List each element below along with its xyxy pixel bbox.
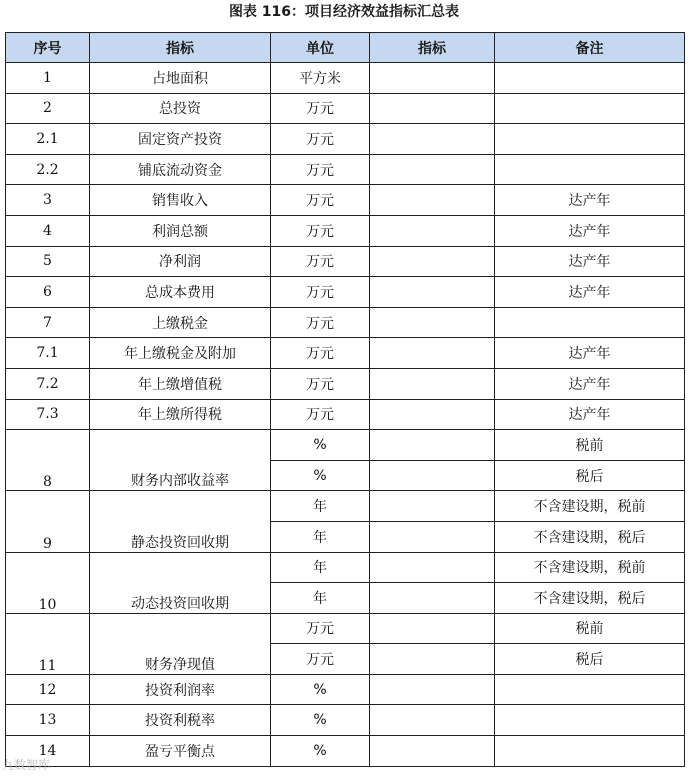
watermark-logo: 九数智库 bbox=[2, 758, 51, 772]
seq-cell: 10 bbox=[6, 552, 90, 613]
value-cell bbox=[370, 246, 495, 277]
note-cell bbox=[495, 736, 685, 767]
value-cell bbox=[370, 613, 495, 644]
unit-cell: 万元 bbox=[271, 215, 370, 246]
note-cell: 税前 bbox=[495, 430, 685, 461]
seq-cell: 3 bbox=[6, 185, 90, 216]
note-cell bbox=[495, 93, 685, 124]
table-row bbox=[6, 338, 685, 369]
unit-cell: 万元 bbox=[271, 93, 370, 124]
table-row bbox=[6, 124, 685, 155]
unit-cell: 平方米 bbox=[271, 63, 370, 94]
note-cell: 不含建设期，税前 bbox=[495, 552, 685, 583]
seq-cell: 7.2 bbox=[6, 368, 90, 399]
unit-cell: % bbox=[271, 430, 370, 461]
indicator-cell: 财务内部收益率 bbox=[90, 430, 271, 491]
indicator-cell: 年上缴所得税 bbox=[90, 399, 271, 430]
table-row bbox=[6, 63, 685, 94]
note-cell bbox=[495, 154, 685, 185]
indicator-cell: 固定资产投资 bbox=[90, 124, 271, 155]
header-note: 备注 bbox=[495, 33, 685, 63]
unit-cell: 万元 bbox=[271, 246, 370, 277]
indicator-cell: 年上缴税金及附加 bbox=[90, 338, 271, 369]
seq-cell: 12 bbox=[6, 674, 90, 705]
value-cell bbox=[370, 185, 495, 216]
value-cell bbox=[370, 307, 495, 338]
seq-cell: 8 bbox=[6, 430, 90, 491]
seq-cell: 4 bbox=[6, 215, 90, 246]
header-indicator: 指标 bbox=[90, 33, 271, 63]
header-row bbox=[6, 33, 685, 63]
economic-indicators-table bbox=[5, 32, 685, 767]
value-cell bbox=[370, 491, 495, 522]
indicator-cell: 铺底流动资金 bbox=[90, 154, 271, 185]
value-cell bbox=[370, 521, 495, 552]
value-cell bbox=[370, 644, 495, 675]
indicator-cell: 上缴税金 bbox=[90, 307, 271, 338]
indicator-cell: 占地面积 bbox=[90, 63, 271, 94]
indicator-cell: 静态投资回收期 bbox=[90, 491, 271, 552]
value-cell bbox=[370, 93, 495, 124]
unit-cell: 年 bbox=[271, 491, 370, 522]
table-row bbox=[6, 430, 685, 461]
unit-cell: % bbox=[271, 705, 370, 736]
unit-cell: 年 bbox=[271, 552, 370, 583]
note-cell bbox=[495, 63, 685, 94]
value-cell bbox=[370, 338, 495, 369]
unit-cell: 万元 bbox=[271, 399, 370, 430]
seq-cell: 14 bbox=[6, 736, 90, 767]
seq-cell: 9 bbox=[6, 491, 90, 552]
value-cell bbox=[370, 460, 495, 491]
value-cell bbox=[370, 552, 495, 583]
seq-cell: 13 bbox=[6, 705, 90, 736]
value-cell bbox=[370, 736, 495, 767]
value-cell bbox=[370, 399, 495, 430]
table-row bbox=[6, 613, 685, 644]
indicator-cell: 年上缴增值税 bbox=[90, 368, 271, 399]
indicator-cell: 总投资 bbox=[90, 93, 271, 124]
header-unit: 单位 bbox=[271, 33, 370, 63]
seq-cell: 7 bbox=[6, 307, 90, 338]
value-cell bbox=[370, 583, 495, 614]
value-cell bbox=[370, 154, 495, 185]
seq-cell: 2 bbox=[6, 93, 90, 124]
unit-cell: 万元 bbox=[271, 338, 370, 369]
table-row bbox=[6, 399, 685, 430]
note-cell: 税后 bbox=[495, 460, 685, 491]
note-cell bbox=[495, 124, 685, 155]
unit-cell: 万元 bbox=[271, 124, 370, 155]
note-cell: 达产年 bbox=[495, 215, 685, 246]
note-cell: 不含建设期，税后 bbox=[495, 583, 685, 614]
unit-cell: 万元 bbox=[271, 307, 370, 338]
seq-cell: 7.3 bbox=[6, 399, 90, 430]
seq-cell: 2.1 bbox=[6, 124, 90, 155]
table-row bbox=[6, 491, 685, 522]
value-cell bbox=[370, 63, 495, 94]
unit-cell: 年 bbox=[271, 521, 370, 552]
note-cell bbox=[495, 307, 685, 338]
header-seq: 序号 bbox=[6, 33, 90, 63]
note-cell bbox=[495, 674, 685, 705]
indicator-cell: 财务净现值 bbox=[90, 613, 271, 674]
table-row bbox=[6, 93, 685, 124]
unit-cell: 万元 bbox=[271, 154, 370, 185]
value-cell bbox=[370, 368, 495, 399]
unit-cell: % bbox=[271, 674, 370, 705]
value-cell bbox=[370, 430, 495, 461]
table-row bbox=[6, 674, 685, 705]
indicator-cell: 动态投资回收期 bbox=[90, 552, 271, 613]
indicator-cell: 投资利税率 bbox=[90, 705, 271, 736]
value-cell bbox=[370, 705, 495, 736]
unit-cell: 万元 bbox=[271, 644, 370, 675]
header-value: 指标 bbox=[370, 33, 495, 63]
value-cell bbox=[370, 215, 495, 246]
indicator-cell: 总成本费用 bbox=[90, 277, 271, 308]
note-cell bbox=[495, 705, 685, 736]
table-row bbox=[6, 154, 685, 185]
table-caption: 图表 116：项目经济效益指标汇总表 bbox=[228, 4, 460, 20]
unit-cell: % bbox=[271, 736, 370, 767]
note-cell: 达产年 bbox=[495, 368, 685, 399]
unit-cell: 万元 bbox=[271, 368, 370, 399]
unit-cell: 万元 bbox=[271, 613, 370, 644]
value-cell bbox=[370, 124, 495, 155]
indicator-cell: 销售收入 bbox=[90, 185, 271, 216]
table-row bbox=[6, 736, 685, 767]
note-cell: 不含建设期，税后 bbox=[495, 521, 685, 552]
table-row bbox=[6, 246, 685, 277]
indicator-cell: 净利润 bbox=[90, 246, 271, 277]
indicator-cell: 盈亏平衡点 bbox=[90, 736, 271, 767]
note-cell: 税前 bbox=[495, 613, 685, 644]
seq-cell: 1 bbox=[6, 63, 90, 94]
unit-cell: 万元 bbox=[271, 277, 370, 308]
seq-cell: 6 bbox=[6, 277, 90, 308]
table-row bbox=[6, 277, 685, 308]
table-row bbox=[6, 368, 685, 399]
value-cell bbox=[370, 277, 495, 308]
value-cell bbox=[370, 674, 495, 705]
seq-cell: 5 bbox=[6, 246, 90, 277]
table-row bbox=[6, 705, 685, 736]
note-cell: 达产年 bbox=[495, 185, 685, 216]
note-cell: 税后 bbox=[495, 644, 685, 675]
table-row bbox=[6, 185, 685, 216]
seq-cell: 11 bbox=[6, 613, 90, 674]
indicator-cell: 投资利润率 bbox=[90, 674, 271, 705]
unit-cell: 年 bbox=[271, 583, 370, 614]
indicator-cell: 利润总额 bbox=[90, 215, 271, 246]
table-row bbox=[6, 307, 685, 338]
table-row bbox=[6, 552, 685, 583]
note-cell: 达产年 bbox=[495, 338, 685, 369]
note-cell: 达产年 bbox=[495, 277, 685, 308]
seq-cell: 7.1 bbox=[6, 338, 90, 369]
seq-cell: 2.2 bbox=[6, 154, 90, 185]
unit-cell: 万元 bbox=[271, 185, 370, 216]
note-cell: 达产年 bbox=[495, 246, 685, 277]
note-cell: 不含建设期，税前 bbox=[495, 491, 685, 522]
note-cell: 达产年 bbox=[495, 399, 685, 430]
unit-cell: % bbox=[271, 460, 370, 491]
table-row bbox=[6, 215, 685, 246]
